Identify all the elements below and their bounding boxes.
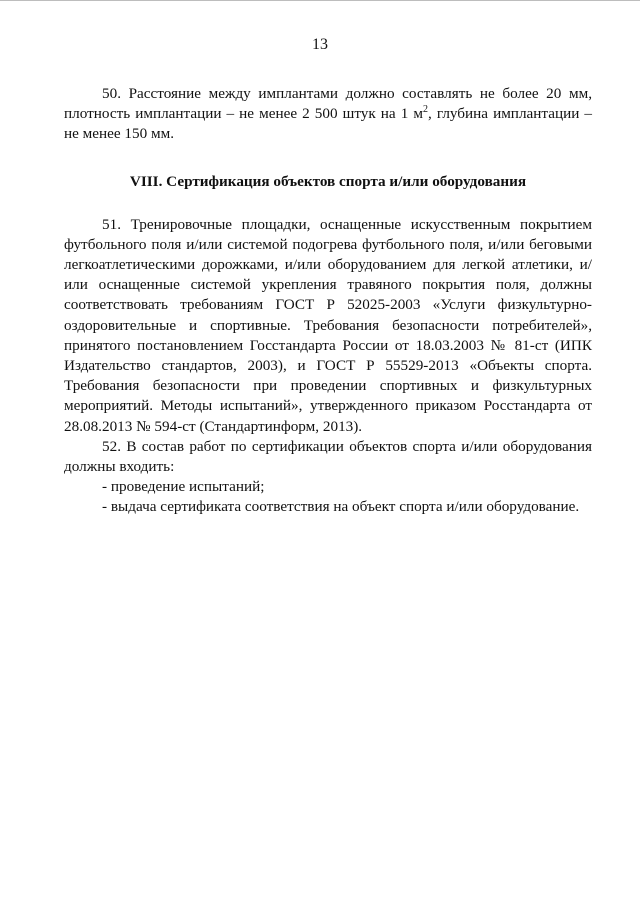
document-body (64, 84, 592, 518)
list-item: - выдача сертификата соответствия на объект спорта и/или оборудование. (102, 498, 580, 516)
list-item: - проведение испытаний; (102, 478, 265, 496)
section-heading: VIII. Сертификация объектов спорта и/или оборудования (129, 172, 527, 190)
paragraph-50-text-a: 50. Расстояние между имплантами должно составлять не более 20 мм, плотность имплантации – не менее 2 500 штук на 1 м (64, 85, 592, 123)
page-top-edge (0, 0, 640, 1)
superscript-square: 2 (423, 104, 428, 116)
paragraph-50 (64, 84, 592, 145)
paragraph-50-text-b: , глубина имплантации – не менее 150 мм. (64, 105, 592, 143)
paragraph-52: 52. В состав работ по сертификации объектов спорта и/или оборудования должны входить: (64, 437, 592, 476)
paragraph-51: 51. Тренировочные площадки, оснащенные искусственным покрытием футбольного поля и/или системой подогрева футбольного поля, и/или беговыми легкоатлетическими дорожками, и/или оборудованием для легкой атлетики, и/или оснащенные системой укрепления травяного покрытия поля, должны соответствовать требованиям ГОСТ Р 52025-2003 «Услуги физкультурно-оздоровительные и спортивные. Требования безопасности потребителей», принятого постановлением Госстандарта России от 18.03.2003 № 81-ст (ИПК Издательство стандартов, 2003), и ГОСТ Р 55529-2013 «Объекты спорта. Требования безопасности при проведении спортивных и физкультурных мероприятий. Методы испытаний», утвержденного приказом Росстандарта от 28.08.2013 № 594-ст (Стандартинформ, 2013). (64, 215, 592, 435)
page-number: 13 (312, 36, 328, 53)
